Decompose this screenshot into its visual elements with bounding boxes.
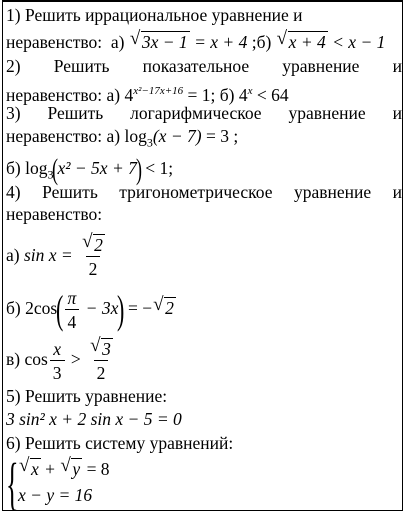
task6-heading: 6) Решить систему уравнений:: [6, 433, 234, 453]
fraction-pi-over-4: $\frac{\pi}{4}$: [65, 287, 80, 333]
task5-heading: 5) Решить уравнение:: [6, 386, 168, 406]
system-brace: {: [6, 451, 19, 516]
task4-formula-c: в) cos $\frac{x}{3}$ > √ 3 2: [6, 336, 402, 384]
sqrt-x-plus-4: √ x + 4: [276, 28, 326, 52]
system-row-2: x − y = 16: [18, 485, 93, 505]
task1-heading: 1) Решить иррациональное уравнение и: [6, 5, 303, 25]
system-row-1: √ x + √ y = 8: [19, 455, 110, 479]
task4-subheading: неравенство:: [6, 204, 103, 224]
task4-formula-a: а) sin x = √ 2 2: [6, 232, 402, 280]
task2-formulas: неравенство: а) $4^{x^2-17x+16} = 1$; б) $4^x < 64$: [6, 84, 289, 105]
task2-heading: 2) Решить показательное уравнение и: [6, 56, 402, 76]
sqrt-3x-minus-1: √ 3x − 1: [129, 28, 188, 52]
task4-formula-b: б) 2cos( $\frac{\pi}{4}$ − 3x) = − √ 2: [6, 286, 174, 332]
task3-formula-a: неравенство: а) $\log_3(x - 7) = 3$ ;: [6, 126, 239, 150]
task3-formula-b: б) $\log_3(x^2 - 5x + 7) < 1$;: [6, 153, 174, 186]
task1-formulas: неравенство: а) √ 3x − 1 = x + 4 ;б) √ x + 4 < x − 1: [6, 28, 386, 52]
fraction-x-over-3: $\frac{x}{3}$: [50, 338, 65, 384]
task3-heading: 3) Решить логарифмическое уравнение и: [6, 103, 402, 123]
task5-equation: 3 sin² x + 2 sin x − 5 = 0: [6, 409, 182, 429]
fraction-sqrt3-over-2: √ 3 2: [90, 334, 111, 383]
fraction-sqrt2-over-2: √ 2 2: [82, 230, 103, 279]
task4-heading: 4) Решить тригонометрическое уравнение и: [6, 182, 402, 202]
sqrt-2: √ 2: [153, 294, 174, 318]
